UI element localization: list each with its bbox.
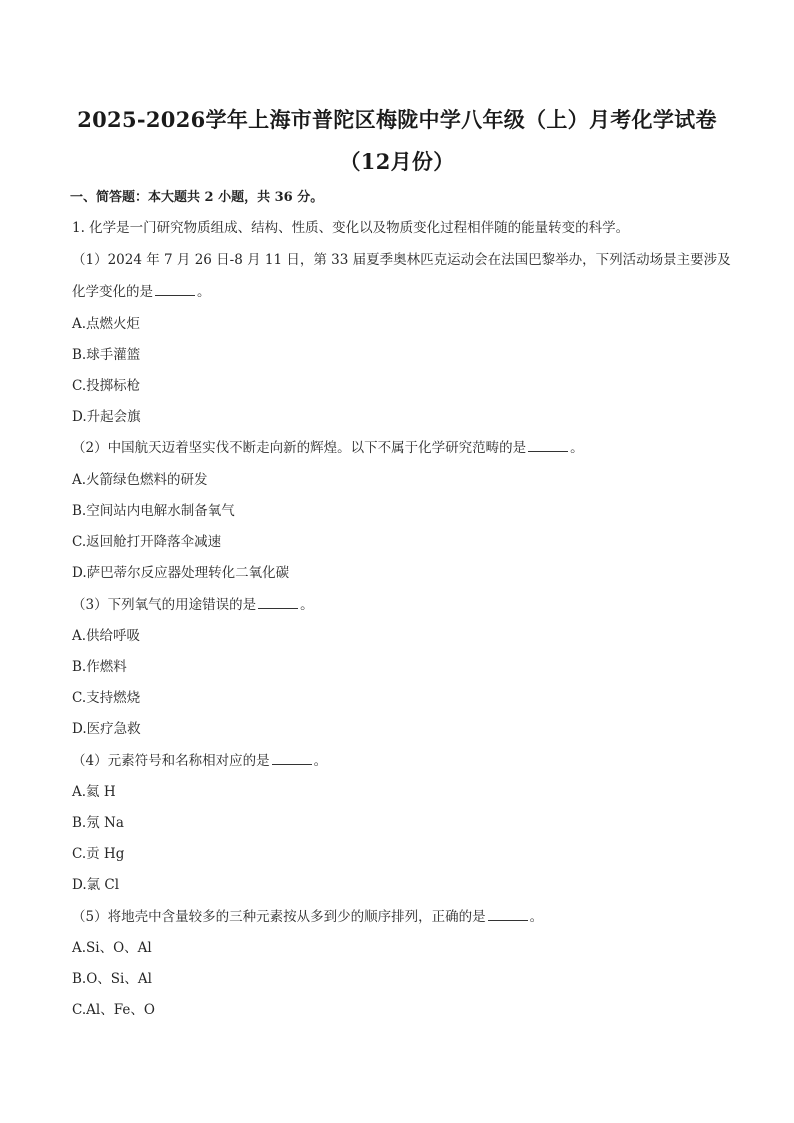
answer-blank[interactable] xyxy=(272,752,312,765)
subquestion-1-line1: （1）2024 年 7 月 26 日-8 月 11 日，第 33 届夏季奥林匹克运动会在法国巴黎举办，下列活动场景主要涉及 xyxy=(72,252,731,268)
option-b: B.空间站内电解水制备氧气 xyxy=(72,503,235,519)
option-b: B.氖 Na xyxy=(72,815,124,831)
subquestion-5-end: 。 xyxy=(529,909,544,925)
option-b: B.作燃料 xyxy=(72,659,127,675)
subquestion-1-end: 。 xyxy=(197,284,211,300)
subquestion-1-line2 xyxy=(72,280,211,300)
option-c: C.支持燃烧 xyxy=(72,690,141,706)
subquestion-4 xyxy=(72,749,327,769)
subquestion-3-text: （3）下列氧气的用途错误的是 xyxy=(72,597,257,613)
question-stem: 1. 化学是一门研究物质组成、结构、性质、变化以及物质变化过程相伴随的能量转变的科学。 xyxy=(72,220,630,236)
answer-blank[interactable] xyxy=(258,596,298,609)
section-heading: 一、简答题：本大题共 2 小题，共 36 分。 xyxy=(70,190,324,205)
option-c: C.贡 Hg xyxy=(72,846,125,862)
option-a: A.Si、O、Al xyxy=(72,940,152,956)
subquestion-3 xyxy=(72,593,314,613)
subquestion-4-end: 。 xyxy=(313,753,328,769)
answer-blank[interactable] xyxy=(528,439,568,452)
option-d: D.医疗急救 xyxy=(72,721,141,737)
option-d: D.萨巴蒂尔反应器处理转化二氧化碳 xyxy=(72,565,290,581)
option-c: C.返回舱打开降落伞减速 xyxy=(72,534,222,550)
subquestion-2 xyxy=(72,436,584,456)
subquestion-5-text: （5）将地壳中含量较多的三种元素按从多到少的顺序排列，正确的是 xyxy=(72,909,486,925)
answer-blank[interactable] xyxy=(488,908,528,921)
option-d: D.氯 Cl xyxy=(72,877,120,893)
option-a: A.火箭绿色燃料的研发 xyxy=(72,472,208,488)
option-a: A.点燃火炬 xyxy=(72,316,141,332)
page-subtitle: （12月份） xyxy=(339,149,455,174)
subquestion-1-text: 化学变化的是 xyxy=(72,284,153,300)
page-title: 2025-2026学年上海市普陀区梅陇中学八年级（上）月考化学试卷 xyxy=(77,107,717,132)
option-b: B.O、Si、Al xyxy=(72,971,152,987)
subquestion-4-text: （4）元素符号和名称相对应的是 xyxy=(72,753,270,769)
option-b: B.球手灌篮 xyxy=(72,347,141,363)
option-d: D.升起会旗 xyxy=(72,409,141,425)
subquestion-2-end: 。 xyxy=(570,440,584,456)
subquestion-3-end: 。 xyxy=(300,597,314,613)
answer-blank[interactable] xyxy=(155,283,195,296)
option-c: C.投掷标枪 xyxy=(72,378,141,394)
option-c: C.Al、Fe、O xyxy=(72,1002,155,1018)
subquestion-2-text: （2）中国航天迈着坚实伐不断走向新的辉煌。以下不属于化学研究范畴的是 xyxy=(72,440,527,456)
subquestion-5 xyxy=(72,905,543,925)
option-a: A.供给呼吸 xyxy=(72,628,141,644)
option-a: A.氦 H xyxy=(72,784,116,800)
